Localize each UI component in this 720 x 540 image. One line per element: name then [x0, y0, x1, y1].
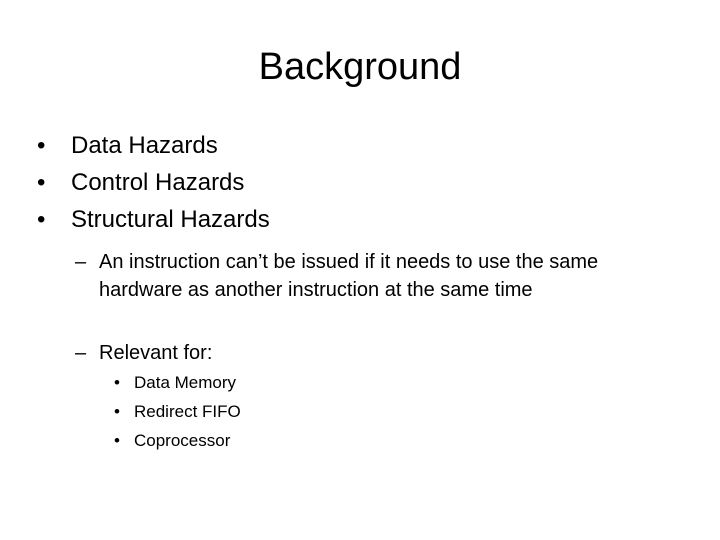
- bullet-icon: •: [37, 206, 46, 233]
- slide-title: Background: [258, 46, 462, 88]
- dash-icon: –: [75, 251, 87, 273]
- bullet-text: Structural Hazards: [71, 206, 270, 233]
- bullet-text: Data Hazards: [71, 132, 218, 159]
- sub-sub-bullet-text: Redirect FIFO: [134, 402, 241, 421]
- sub-bullet-text: An instruction can’t be issued if it needs to use the same hardware as another instruction at the same time: [99, 251, 599, 301]
- sub-bullet-text: Relevant for:: [99, 342, 213, 364]
- bullet-icon: •: [114, 431, 120, 450]
- sub-sub-bullet-text: Data Memory: [134, 373, 237, 392]
- dash-icon: –: [75, 342, 87, 364]
- bullet-icon: •: [114, 373, 120, 392]
- bullet-icon: •: [37, 169, 46, 196]
- sub-sub-bullet-text: Coprocessor: [134, 431, 231, 450]
- bullet-text: Control Hazards: [71, 169, 245, 196]
- bullet-icon: •: [114, 402, 120, 421]
- bullet-icon: •: [37, 132, 46, 159]
